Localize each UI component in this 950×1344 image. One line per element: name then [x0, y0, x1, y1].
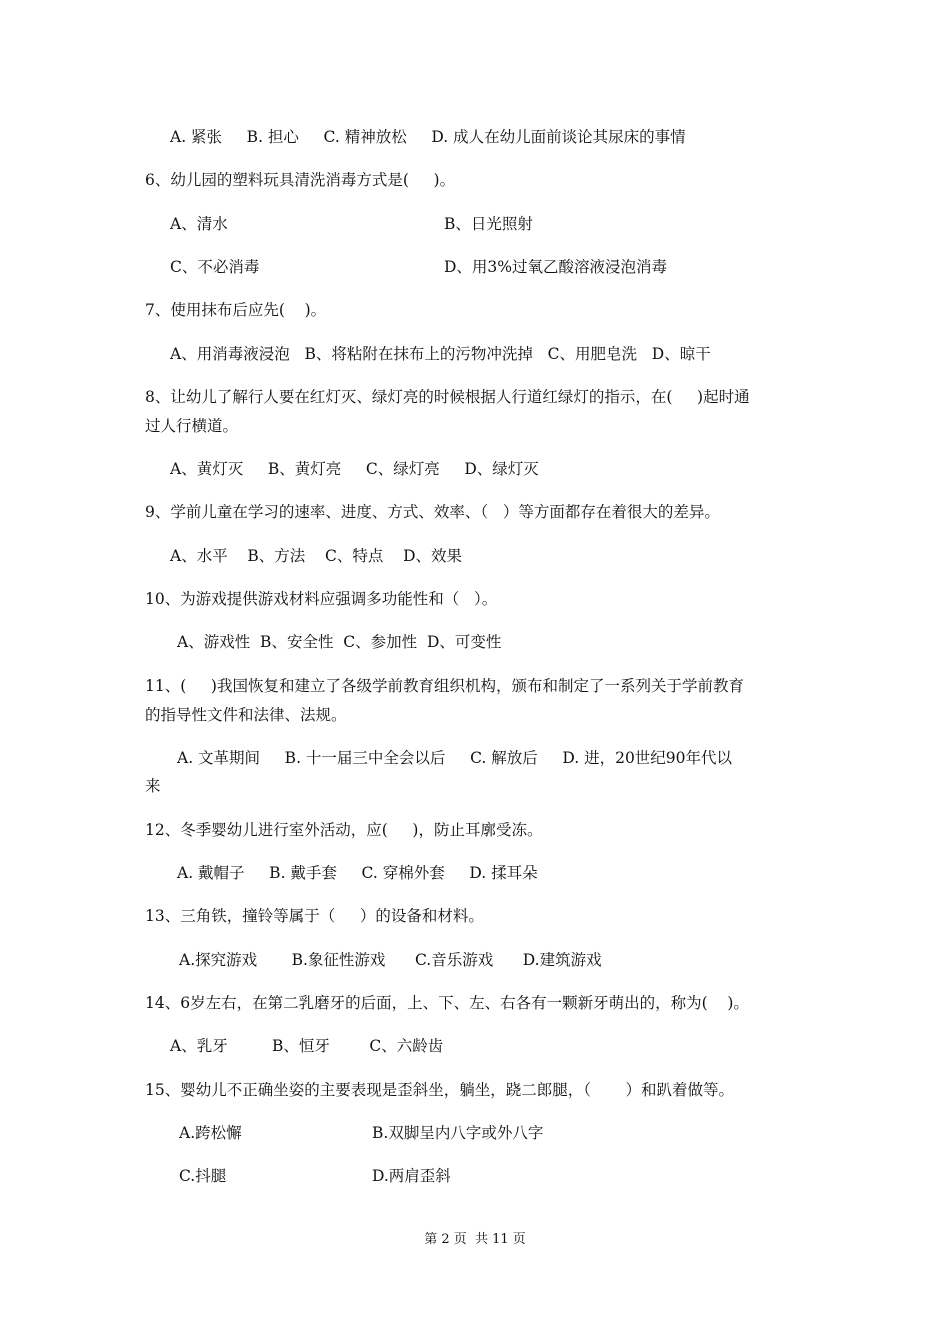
q11-stem-line2: 的指导性文件和法律、法规。	[145, 706, 347, 724]
q8-stem-line2: 过人行横道。	[145, 417, 239, 435]
q6-stem: 6、幼儿园的塑料玩具清洗消毒方式是( )。	[145, 171, 456, 189]
q12-stem: 12、冬季婴幼儿进行室外活动，应( )，防止耳廓受冻。	[145, 821, 543, 839]
q15-option-b: B.双脚呈内八字或外八字	[372, 1124, 544, 1142]
q6-option-d: D、用3%过氧乙酸溶液浸泡消毒	[444, 258, 668, 276]
q10-options: A、游戏性 B、安全性 C、参加性 D、可变性	[177, 633, 502, 651]
q6-option-b: B、日光照射	[444, 215, 533, 233]
q13-options: A.探究游戏 B.象征性游戏 C.音乐游戏 D.建筑游戏	[179, 951, 602, 969]
q15-option-a: A.跨松懈	[179, 1124, 242, 1142]
q11-stem-line1: 11、( )我国恢复和建立了各级学前教育组织机构，颁布和制定了一系列关于学前教育	[145, 677, 744, 695]
q9-options: A、水平 B、方法 C、特点 D、效果	[170, 547, 462, 565]
q6-option-a: A、清水	[170, 215, 228, 233]
q15-stem: 15、婴幼儿不正确坐姿的主要表现是歪斜坐，躺坐，跷二郎腿，（ ）和趴着做等。	[145, 1081, 734, 1099]
q11-options-line1: A. 文革期间 B. 十一届三中全会以后 C. 解放后 D. 进，20世纪90年代以	[177, 749, 733, 767]
q15-option-c: C.抖腿	[179, 1167, 227, 1185]
q8-options: A、黄灯灭 B、黄灯亮 C、绿灯亮 D、绿灯灭	[170, 460, 539, 478]
q12-options: A. 戴帽子 B. 戴手套 C. 穿棉外套 D. 揉耳朵	[177, 864, 538, 882]
q10-stem: 10、为游戏提供游戏材料应强调多功能性和（ ）。	[145, 590, 498, 608]
q7-options: A、用消毒液浸泡 B、将粘附在抹布上的污物冲洗掉 C、用肥皂洗 D、晾干	[170, 345, 711, 363]
q14-options: A、乳牙 B、恒牙 C、六龄齿	[170, 1037, 444, 1055]
page-number-footer: 第 2 页 共 11 页	[424, 1232, 526, 1247]
q14-stem: 14、6岁左右，在第二乳磨牙的后面，上、下、左、右各有一颗新牙萌出的，称为( )。	[145, 994, 749, 1012]
q7-stem: 7、使用抹布后应先( )。	[145, 301, 327, 319]
q6-option-c: C、不必消毒	[170, 258, 260, 276]
q11-options-line2: 来	[145, 777, 161, 795]
q8-stem-line1: 8、让幼儿了解行人要在红灯灭、绿灯亮的时候根据人行道红绿灯的指示，在( )起时通	[145, 388, 750, 406]
q13-stem: 13、三角铁，撞铃等属于（ ）的设备和材料。	[145, 907, 484, 925]
q9-stem: 9、学前儿童在学习的速率、进度、方式、效率、（ ）等方面都存在着很大的差异。	[145, 503, 720, 521]
q15-option-d: D.两肩歪斜	[372, 1167, 451, 1185]
q5-options: A. 紧张 B. 担心 C. 精神放松 D. 成人在幼儿面前谈论其尿床的事情	[170, 128, 686, 146]
